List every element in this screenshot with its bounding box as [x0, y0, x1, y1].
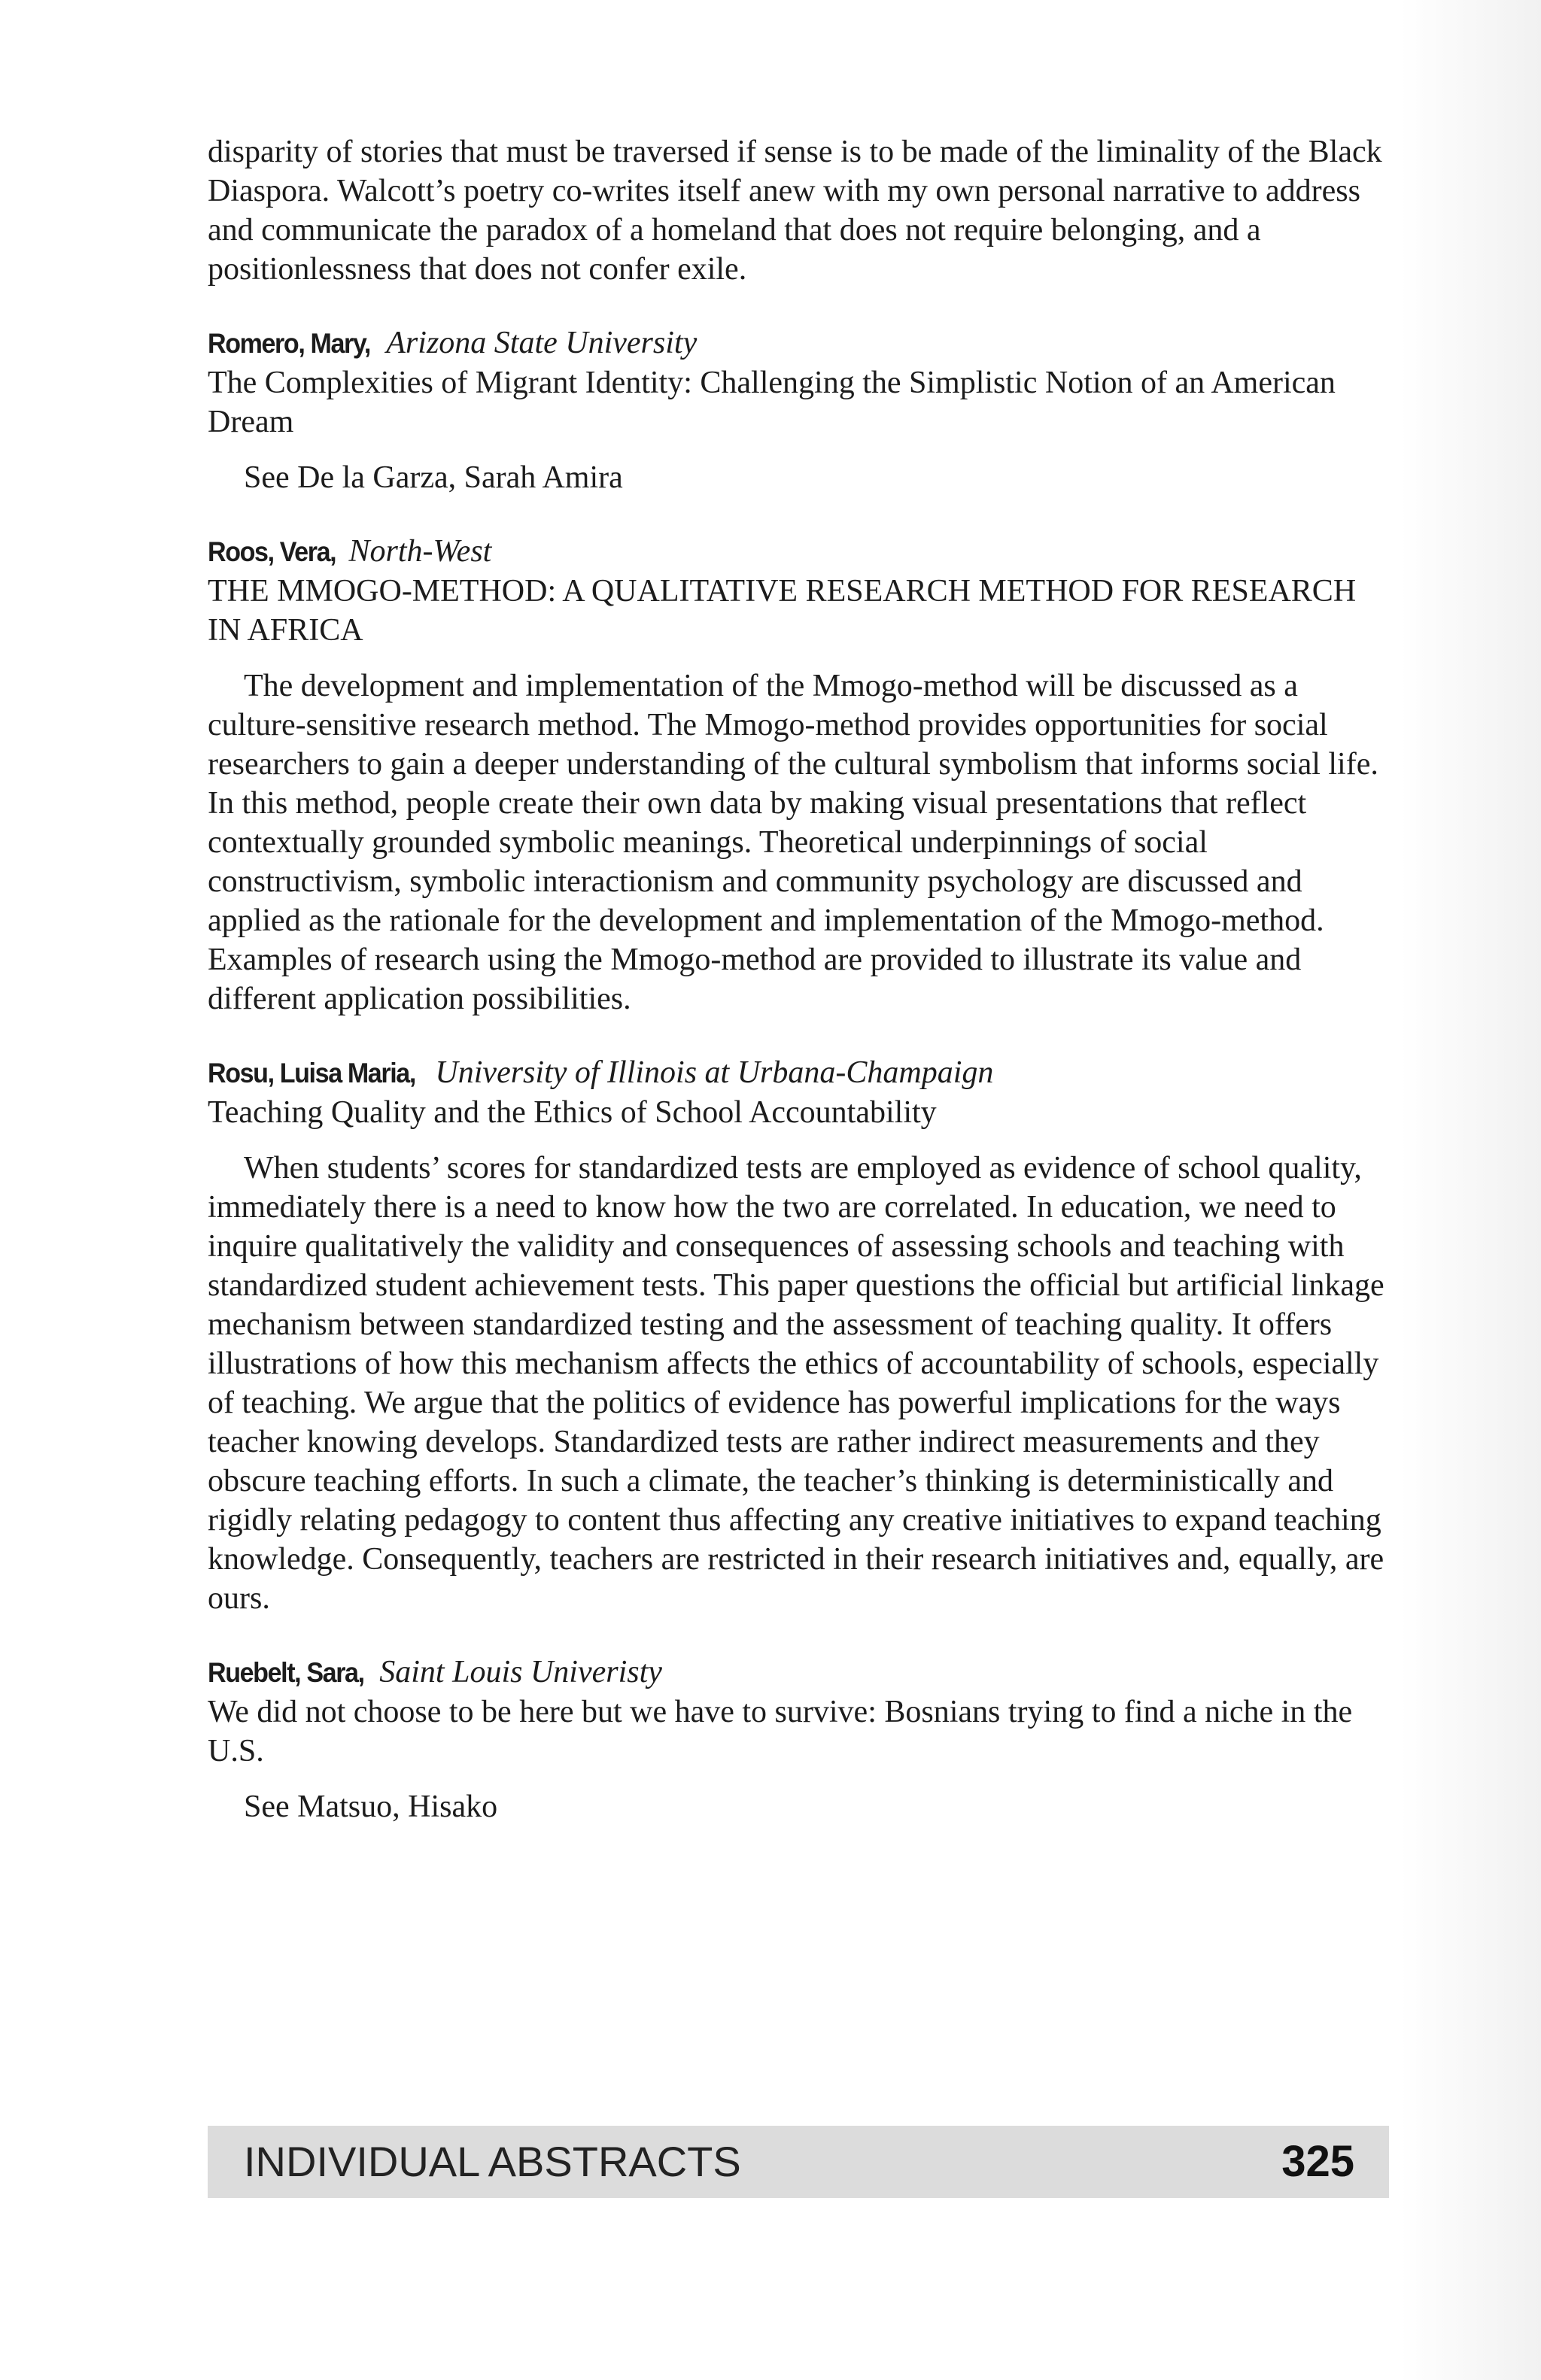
abstract-title: Teaching Quality and the Ethics of School Accountability: [208, 1095, 937, 1130]
author-line: [208, 1653, 1391, 1692]
entry-romero: [208, 323, 1391, 497]
abstract-body: The development and implementation of the Mmogo-method will be discussed as a culture-sensitive research method. The Mmogo-method provides opportunities for social researchers to gain a deeper understanding of the cultural symbolism that informs social life. In this method, people create their own data by making visual presentations that reflect contextually grounded symbolic meanings. Theoretical underpinnings of social constructivism, symbolic interactionism and community psychology are discussed and applied as the rationale for the development and implementation of the Mmogo-method. Examples of research using the Mmogo-method are provided to illustrate its value and different application possibilities.: [208, 669, 1378, 1016]
author-name: Romero, Mary,: [208, 328, 370, 359]
author-line: [208, 1053, 1391, 1093]
author-affiliation: Saint Louis Univeristy: [379, 1655, 662, 1689]
abstract-title: The Complexities of Migrant Identity: Challenging the Simplistic Notion of an American Dream: [208, 366, 1336, 439]
see-reference: See De la Garza, Sarah Amira: [244, 460, 623, 495]
see-reference: See Matsuo, Hisako: [244, 1790, 498, 1824]
author-affiliation: University of Illinois at Urbana-Champaign: [435, 1055, 994, 1090]
intro-paragraph: disparity of stories that must be traversed if sense is to be made of the liminality of the Black Diaspora. Walcott’s poetry co-writes itself anew with my own personal narrative to address and communicate the paradox of a homeland that does not require belonging, and a positionlessness that does not confer exile.: [208, 135, 1382, 287]
author-affiliation: Arizona State University: [386, 326, 698, 360]
abstract-title: We did not choose to be here but we have to survive: Bosnians trying to find a niche in the U.S.: [208, 1695, 1353, 1768]
entry-ruebelt: [208, 1653, 1391, 1826]
author-name: Ruebelt, Sara,: [208, 1657, 364, 1688]
abstract-body: When students’ scores for standardized tests are employed as evidence of school quality, immediately there is a need to know how the two are correlated. In education, we need to inquire qualitatively the validity and consequences of assessing schools and teaching with standardized student achievement tests. This paper questions the official but artificial linkage mechanism between standardized testing and the assessment of teaching quality. It offers illustrations of how this mechanism affects the ethics of accountability of schools, especially of teaching. We argue that the politics of evidence has powerful implications for the ways teacher knowing develops. Standardized tests are rather indirect measurements and they obscure teaching efforts. In such a climate, the teacher’s thinking is deterministically and rigidly relating pedagogy to content thus affecting any creative initiatives to expand teaching knowledge. Consequently, teachers are restricted in their research initiatives and, equally, are ours.: [208, 1151, 1384, 1616]
author-affiliation: North-West: [348, 534, 492, 569]
page-number: 325: [1281, 2137, 1354, 2186]
author-name: Roos, Vera,: [208, 536, 336, 567]
abstracts-column: [208, 132, 1391, 1861]
author-line: [208, 323, 1391, 363]
page-footer: [208, 2126, 1389, 2198]
intro-block: [208, 132, 1391, 289]
footer-section-title: INDIVIDUAL ABSTRACTS: [244, 2138, 741, 2185]
page-edge-shade: [1400, 0, 1541, 2380]
author-name: Rosu, Luisa Maria,: [208, 1058, 415, 1088]
entry-roos: [208, 532, 1391, 1018]
abstract-title: THE MMOGO-METHOD: A QUALITATIVE RESEARCH METHOD FOR RESEARCH IN AFRICA: [208, 574, 1357, 648]
author-line: [208, 532, 1391, 572]
entry-rosu: [208, 1053, 1391, 1618]
